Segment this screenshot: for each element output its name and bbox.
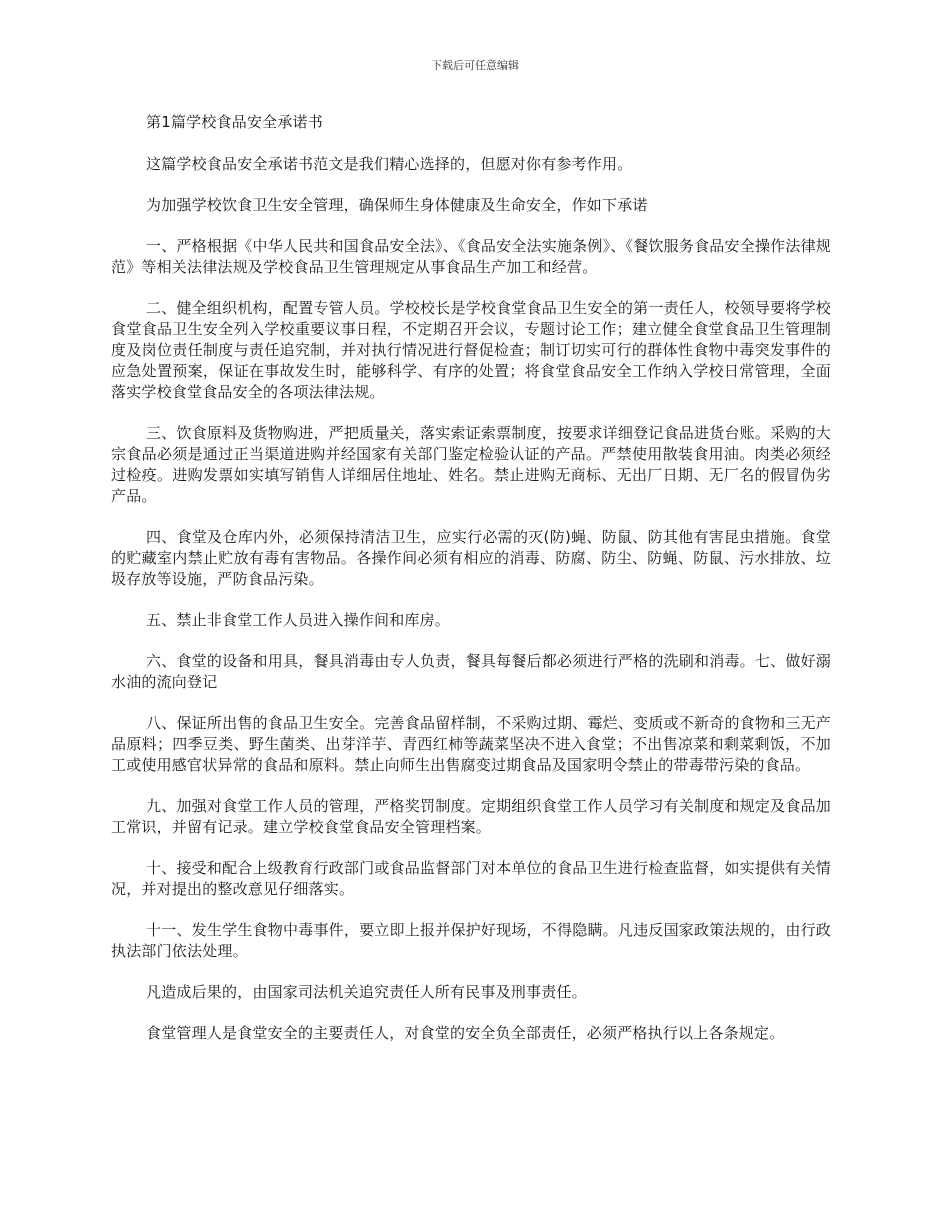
paragraph-responsibility: 食堂管理人是食堂安全的主要责任人，对食堂的安全负全部责任，必须严格执行以上各条规定。 xyxy=(146,1024,785,1042)
paragraph-intro: 这篇学校食品安全承诺书范文是我们精心选择的，但愿对你有参考作用。 xyxy=(146,155,633,173)
paragraph-item-3: 三、饮食原料及货物购进，严把质量关，落实索证索票制度，按要求详细登记食品进货台账。采购的大宗食品必须是通过正当渠道进购并经国家有关部门鉴定检验认证的产品。严禁使用散装食用油。肉类必须经过检疫。进购发票如实填写销售人详细居住地址、姓名。禁止进购无商标、无出厂日期、无厂名的假冒伪劣产品。 xyxy=(111,424,831,505)
paragraph-item-8: 八、保证所出售的食品卫生安全。完善食品留样制，不采购过期、霉烂、变质或不新奇的食物和三无产品原料；四季豆类、野生菌类、出芽洋芋、青西红柿等蔬菜坚决不进入食堂；不出售凉菜和剩菜剩饭，不加工或使用感官状异常的食品和原料。禁止向师生出售腐变过期食品及国家明令禁止的带毒带污染的食品。 xyxy=(111,714,831,774)
paragraph-consequences: 凡造成后果的，由国家司法机关追究责任人所有民事及刑事责任。 xyxy=(146,983,587,1001)
paragraph-item-6-7: 六、食堂的设备和用具，餐具消毒由专人负责，餐具每餐后都必须进行严格的洗刷和消毒。七、做好溺水油的流向登记 xyxy=(111,652,831,691)
paragraph-preamble: 为加强学校饮食卫生安全管理，确保师生身体健康及生命安全，作如下承诺 xyxy=(146,196,648,214)
document-body xyxy=(111,112,831,1064)
paragraph-item-10: 十、接受和配合上级教育行政部门或食品监督部门对本单位的食品卫生进行检查监督，如实提供有关情况，并对提出的整改意见仔细落实。 xyxy=(111,859,831,898)
paragraph-item-11: 十一、发生学生食物中毒事件，要立即上报并保护好现场，不得隐瞒。凡违反国家政策法规的，由行政执法部门依法处理。 xyxy=(111,921,831,960)
paragraph-item-9: 九、加强对食堂工作人员的管理，严格奖罚制度。定期组织食堂工作人员学习有关制度和规定及食品加工常识，并留有记录。建立学校食堂食品安全管理档案。 xyxy=(111,797,831,836)
paragraph-item-4: 四、食堂及仓库内外，必须保持清洁卫生，应实行必需的灭(防)蝇、防鼠、防其他有害昆虫措施。食堂的贮藏室内禁止贮放有毒有害物品。各操作间必须有相应的消毒、防腐、防尘、防蝇、防鼠、污水排放、垃圾存放等设施，严防食品污染。 xyxy=(111,528,831,588)
header-note: 下载后可任意编辑 xyxy=(431,59,519,72)
paragraph-item-5: 五、禁止非食堂工作人员进入操作间和库房。 xyxy=(146,611,451,629)
paragraph-item-2: 二、健全组织机构，配置专管人员。学校校长是学校食堂食品卫生安全的第一责任人，校领导要将学校食堂食品卫生安全列入学校重要议事日程，不定期召开会议，专题讨论工作；建立健全食堂食品卫生管理制度及岗位责任制度与责任追究制，并对执行情况进行督促检查；制订切实可行的群体性食物中毒突发事件的应急处置预案，保证在事故发生时，能够科学、有序的处置；将食堂食品安全工作纳入学校日常管理，全面落实学校食堂食品安全的各项法律法规。 xyxy=(111,299,831,401)
document-title: 第1篇学校食品安全承诺书 xyxy=(146,113,323,131)
paragraph-item-1: 一、严格根据《中华人民共和国食品安全法》、《食品安全法实施条例》、《餐饮服务食品安全操作法律规范》等相关法律法规及学校食品卫生管理规定从事食品生产加工和经营。 xyxy=(111,237,831,276)
